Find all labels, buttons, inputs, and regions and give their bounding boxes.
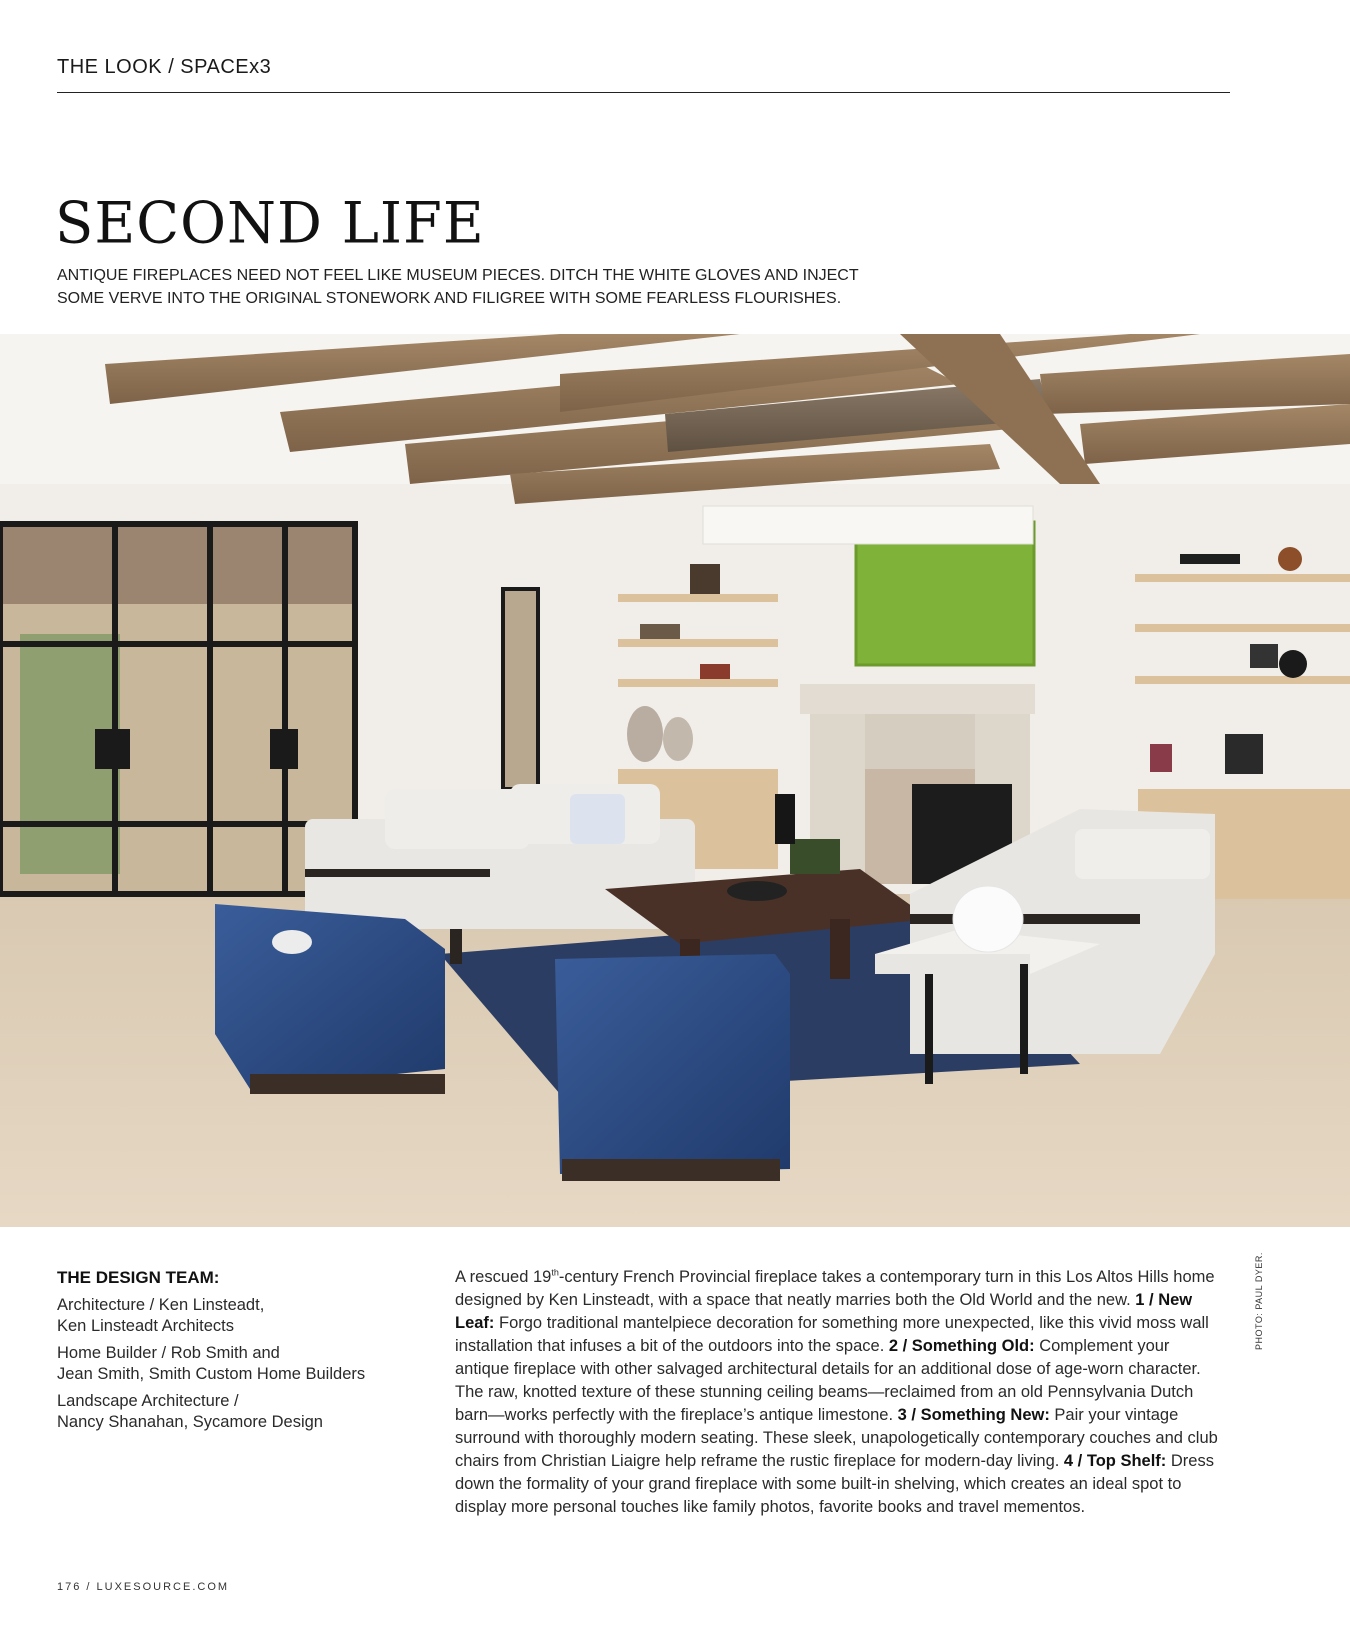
item3-text: Pair your vintage surround with thoroughly modern seating. These sleek, unapologetically contemporary couches and club chairs from Christian Liaigre help reframe the rustic fireplace for modern-day living. — [455, 1406, 1218, 1470]
item2-text: Complement your antique fireplace with other salvaged architectural details for an additional dose of age-worn character. The raw, knotted texture of these stunning ceiling beams—reclaimed from an old Pennsylvania Dutch barn—works perfectly with the fireplace’s antique limestone. — [455, 1337, 1201, 1424]
article-deck — [57, 264, 917, 310]
team-item-line: Nancy Shanahan, Sycamore Design — [57, 1413, 323, 1431]
team-item-line: Jean Smith, Smith Custom Home Builders — [57, 1365, 366, 1383]
body-intro-b: -century French Provincial fireplace takes a contemporary turn in this Los Altos Hills home designed by Ken Linsteadt, with a space that neatly marries both the Old World and the new. — [455, 1268, 1215, 1309]
living-room-photo — [0, 334, 1350, 1227]
item4-label: 4 / Top Shelf: — [1063, 1452, 1167, 1470]
team-item-line: Landscape Architecture / — [57, 1392, 239, 1410]
design-team-list — [57, 1295, 417, 1439]
team-item-line: Ken Linsteadt Architects — [57, 1317, 235, 1335]
photo-credit: PHOTO: PAUL DYER. — [1254, 1252, 1264, 1350]
body-copy — [455, 1266, 1220, 1519]
team-item-line: Home Builder / Rob Smith and — [57, 1344, 280, 1362]
team-item-home-builder — [57, 1343, 417, 1385]
body-intro-sup: th — [551, 1267, 559, 1278]
page-folio: 176 / LUXESOURCE.COM — [57, 1581, 230, 1593]
item1-label: 1 / New Leaf: — [455, 1291, 1193, 1332]
item3-label: 3 / Something New: — [897, 1406, 1050, 1424]
section-label: THE LOOK / SPACEx3 — [57, 56, 272, 78]
item2-label: 2 / Something Old: — [888, 1337, 1035, 1355]
item1-text: Forgo traditional mantelpiece decoration for something more unexpected, like this vivid moss wall installation that infuses a bit of the outdoors into the space. — [455, 1314, 1209, 1355]
deck-line-2: SOME VERVE INTO THE ORIGINAL STONEWORK AND FILIGREE WITH SOME FEARLESS FLOURISHES. — [57, 290, 842, 307]
article-title: SECOND LIFE — [55, 190, 485, 257]
item4-text: Dress down the formality of your grand fireplace with some built-in shelving, which creates an ideal spot to display more personal touches like family photos, favorite books and travel mementos. — [455, 1452, 1214, 1516]
team-item-line: Architecture / Ken Linsteadt, — [57, 1296, 265, 1314]
body-intro-a: A rescued 19 — [455, 1268, 552, 1286]
top-rule — [57, 92, 1230, 93]
team-item-architecture — [57, 1295, 417, 1337]
deck-line-1: ANTIQUE FIREPLACES NEED NOT FEEL LIKE MUSEUM PIECES. DITCH THE WHITE GLOVES AND INJECT — [57, 267, 859, 284]
team-item-landscape — [57, 1391, 417, 1433]
design-team-heading: THE DESIGN TEAM: — [57, 1268, 220, 1287]
